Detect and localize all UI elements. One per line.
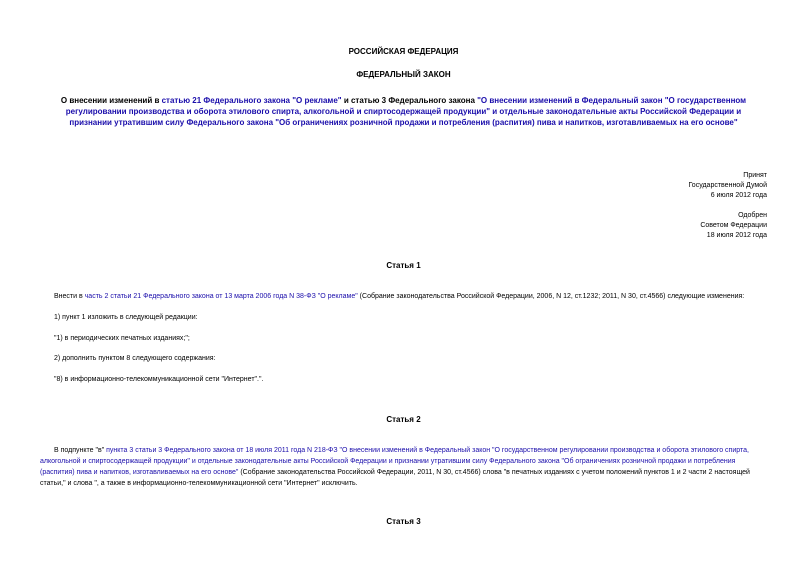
article-1-paragraph-4: 2) дополнить пунктом 8 следующего содержания: <box>54 355 216 362</box>
article-2-link[interactable]: пункта 3 статьи 3 Федерального закона от 18 июля 2011 года N 218-ФЗ "О внесении изменений в Федеральный закон "О государственном регулировании производства и оборота этилового спирта, алкогольной и спиртосодержащей продукции" и отдельные законодательные акты Российской Федерации и признании утратившим силу Федерального закона "Об ограничениях розничной продажи и потребления (распития) пива и напитков, изготавливаемых на его основе" <box>40 447 749 476</box>
article-2-text-a: В подпункте "в" <box>54 447 107 454</box>
article-1-paragraph-5: "8) в информационно-телекоммуникационной сети "Интернет".". <box>54 376 264 383</box>
accepted-label: Принят <box>743 172 767 179</box>
article-1-paragraph-3: "1) в периодических печатных изданиях;"; <box>54 335 190 342</box>
law-title <box>58 95 749 128</box>
approved-label: Одобрен <box>738 212 767 219</box>
doc-type-heading: ФЕДЕРАЛЬНЫЙ ЗАКОН <box>356 70 451 79</box>
article-1-text-b: (Собрание законодательства Российской Федерации, 2006, N 12, ст.1232; 2011, N 30, ст.4566) следующие изменения: <box>357 293 745 300</box>
article-2-paragraph-1 <box>40 445 768 489</box>
article-3-heading: Статья 3 <box>386 517 421 526</box>
accepted-body: Государственной Думой <box>688 182 767 189</box>
approved-body: Советом Федерации <box>700 222 767 229</box>
article-2-text-b: (Собрание законодательства Российской Федерации, 2011, N 30, ст.4566) слова "в печатных изданиях с учетом положений пунктов 1 и 2 части 2 настоящей статьи," и слова ", а также в информационно-телекоммуникационной сети "Интернет" исключить. <box>40 469 750 487</box>
article-1-paragraph-1 <box>40 291 768 302</box>
accepted-date: 6 июля 2012 года <box>710 192 767 199</box>
title-text-2: и статью 3 Федерального закона <box>341 96 478 105</box>
approved-date: 18 июля 2012 года <box>706 232 767 239</box>
article-1-text-a: Внести в <box>54 293 85 300</box>
article-1-paragraph-2: 1) пункт 1 изложить в следующей редакции: <box>54 314 198 321</box>
article-1-link[interactable]: часть 2 статьи 21 Федерального закона от 13 марта 2006 года N 38-ФЗ "О рекламе" <box>84 293 358 300</box>
article-1-heading: Статья 1 <box>386 261 421 270</box>
country-heading: РОССИЙСКАЯ ФЕДЕРАЦИЯ <box>348 47 459 56</box>
adoption-block <box>688 171 767 241</box>
title-text-1: О внесении изменений в <box>60 96 162 105</box>
title-link-article-21[interactable]: статью 21 Федерального закона "О рекламе" <box>161 96 342 105</box>
title-link-article-3[interactable]: "О внесении изменений в Федеральный закон "О государственном регулировании производства и оборота этилового спирта, алкогольной и спиртосодержащей продукции" и отдельные законодательные акты Российской Федерации и признании утратившим силу Федерального закона "Об ограничениях розничной продажи и потребления (распития) пива и напитков, изготавливаемых на его основе" <box>65 96 747 127</box>
article-2-heading: Статья 2 <box>386 415 421 424</box>
